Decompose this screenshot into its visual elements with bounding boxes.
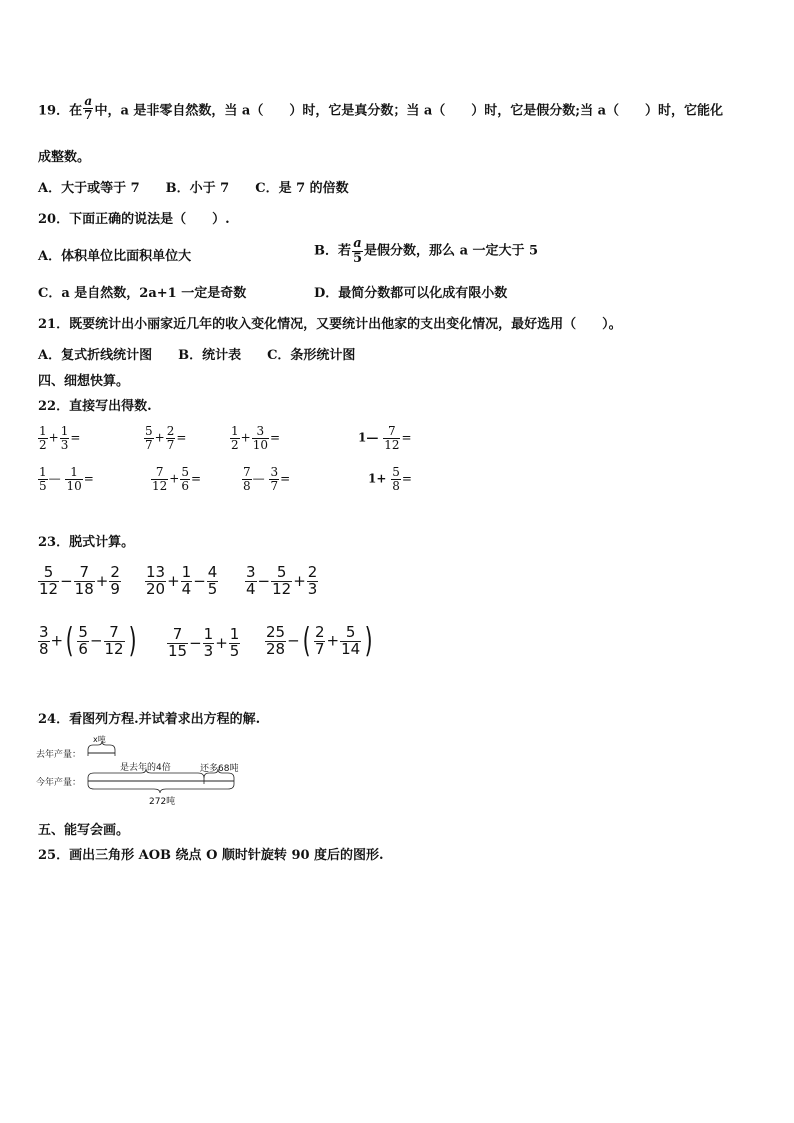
left-paren: (: [65, 621, 74, 661]
operator: +: [293, 571, 306, 590]
fraction: [252, 425, 269, 451]
frac-num: 2: [110, 563, 120, 581]
frac-num: 7: [79, 563, 89, 581]
section-5-title: 五、能写会画。: [38, 823, 130, 838]
q22-expr-2: [143, 425, 186, 451]
frac-den: 4: [181, 579, 192, 598]
fraction: [60, 425, 70, 451]
equals: =: [190, 471, 202, 486]
frac-num: 1: [39, 424, 47, 438]
frac-num: 3: [39, 622, 49, 641]
label-total: 272吨: [149, 797, 176, 807]
fraction: [265, 622, 286, 658]
operator: +: [240, 430, 251, 445]
frac-den: 12: [384, 437, 400, 452]
q22-expr-1: [37, 425, 80, 451]
frac-num: 7: [172, 625, 183, 643]
q23-expr-1: [37, 565, 122, 598]
q20-optb-fraction: [352, 237, 363, 265]
frac-den: 12: [272, 579, 292, 598]
frac-den: 7: [166, 437, 175, 452]
frac-num: 5: [145, 424, 153, 438]
q22-expr-8: [368, 466, 412, 492]
operator: −: [193, 571, 206, 590]
frac-den: 15: [168, 641, 188, 660]
frac-den: 9: [110, 579, 120, 598]
fraction: [74, 565, 95, 598]
label-x: x吨: [93, 735, 106, 744]
frac-num: 3: [270, 465, 279, 479]
frac-num: 7: [155, 465, 164, 479]
fraction: [203, 627, 215, 660]
frac-den: 5: [229, 641, 240, 660]
frac-den: 7: [145, 437, 153, 452]
q25-stem: 25．画出三角形 AOB 绕点 O 顺时针旋转 90 度后的图形.: [38, 848, 384, 863]
q19-fraction: [83, 95, 93, 121]
fraction: [314, 622, 326, 658]
q19-frac-den: 7: [84, 107, 93, 122]
fraction: [391, 466, 401, 492]
operator: —: [48, 471, 61, 486]
fraction: [269, 466, 279, 492]
frac-num: 2: [314, 622, 325, 641]
q19-prefix: 19．在: [38, 103, 83, 119]
q22-stem: 22．直接写出得数.: [38, 399, 152, 414]
fraction: [383, 425, 400, 451]
fraction: [144, 425, 154, 451]
fraction: [271, 565, 292, 598]
q19-text2: 成整数。: [38, 150, 91, 165]
fraction: [38, 565, 59, 598]
operator: —: [252, 471, 265, 486]
frac-num: 3: [256, 424, 265, 438]
frac-den: 7: [314, 639, 325, 658]
equals: =: [280, 471, 291, 486]
q19-options: A．大于或等于 7 B．小于 7 C．是 7 的倍数: [38, 181, 349, 196]
operator: −: [287, 631, 300, 650]
frac-den: 5: [39, 478, 47, 493]
frac-den: 6: [78, 639, 88, 658]
frac-den: 12: [39, 579, 59, 598]
equals: =: [269, 430, 281, 445]
fraction: [77, 622, 89, 658]
right-paren: ): [364, 621, 373, 661]
fraction: [104, 622, 125, 658]
label-four-times: 是去年的4倍: [120, 763, 171, 773]
fraction: [38, 425, 48, 451]
q24-diagram: [36, 736, 246, 806]
operator: −: [89, 631, 103, 650]
q22-expr-6: [150, 466, 201, 492]
q19-frac-num: a: [84, 94, 93, 108]
operator: −: [189, 633, 202, 652]
fraction: [38, 622, 50, 658]
equals: =: [401, 430, 412, 445]
frac-den: 10: [66, 478, 82, 493]
q20-optb-post: 是假分数，那么 a 一定大于 5: [364, 243, 539, 259]
operator: +: [215, 633, 228, 652]
fraction: [245, 565, 257, 598]
equals: =: [176, 430, 187, 445]
fraction: [38, 466, 48, 492]
q22-expr-4: [358, 425, 412, 451]
frac-num: 7: [388, 424, 396, 438]
equals: =: [70, 430, 81, 445]
frac-den: 3: [60, 437, 69, 452]
operand: 1—: [358, 430, 379, 445]
q22-expr-5: [37, 466, 94, 492]
fraction: [230, 425, 240, 451]
fraction: [181, 565, 193, 598]
frac-den: 12: [104, 639, 124, 658]
frac-den: 28: [266, 639, 286, 658]
label-68: 还多68吨: [200, 764, 239, 774]
q20-optb-den: 5: [353, 250, 363, 266]
operator: +: [167, 571, 180, 590]
q23-expr-3: [244, 565, 319, 598]
label-last-year: 去年产量：: [36, 750, 82, 760]
frac-den: 8: [243, 478, 251, 493]
brace-total: [88, 784, 234, 793]
q20-option-a: A．体积单位比面积单位大: [38, 249, 192, 264]
frac-num: 1: [229, 625, 240, 643]
fraction: [180, 466, 190, 492]
frac-den: 5: [207, 579, 218, 598]
label-this-year: 今年产量：: [36, 778, 82, 788]
frac-num: 1: [203, 625, 214, 643]
frac-den: 4: [246, 579, 256, 598]
q21-stem: 21．既要统计出小丽家近几年的收入变化情况，又要统计出他家的支出变化情况，最好选用（ ）。: [38, 317, 622, 332]
q23-stem: 23．脱式计算。: [38, 535, 135, 550]
q22-expr-3: [229, 425, 280, 451]
frac-den: 2: [39, 437, 47, 452]
right-paren: ): [128, 621, 137, 661]
q23-expr-6: [264, 621, 375, 661]
fraction: [166, 425, 176, 451]
frac-num: 1: [39, 465, 47, 479]
frac-den: 6: [181, 478, 189, 493]
frac-den: 7: [270, 478, 279, 493]
frac-num: 13: [146, 563, 166, 581]
fraction: [307, 565, 319, 598]
equals: =: [401, 471, 412, 486]
fraction: [109, 565, 121, 598]
q24-stem: 24．看图列方程.并试着求出方程的解.: [38, 712, 261, 727]
operator: +: [169, 471, 180, 486]
frac-num: 2: [307, 563, 318, 581]
q20-option-d: D．最简分数都可以化成有限小数: [314, 286, 508, 301]
q23-expr-4: [37, 621, 139, 661]
q23-expr-2: [144, 565, 219, 598]
frac-num: 5: [78, 622, 88, 641]
operator: +: [326, 631, 340, 650]
frac-num: 1: [70, 465, 78, 479]
fraction: [242, 466, 252, 492]
frac-den: 10: [252, 437, 268, 452]
frac-num: 1: [60, 424, 69, 438]
q23-expr-5: [166, 627, 241, 660]
frac-num: 2: [166, 424, 175, 438]
operator: +: [50, 631, 64, 650]
frac-num: 5: [181, 465, 189, 479]
fraction: [151, 466, 168, 492]
frac-den: 12: [152, 478, 168, 493]
q19-line1: [38, 95, 723, 121]
frac-den: 20: [146, 579, 166, 598]
frac-den: 14: [341, 639, 361, 658]
q20-option-c: C．a 是自然数，2a+1 一定是奇数: [38, 286, 247, 301]
frac-den: 3: [307, 579, 318, 598]
q20-optb-num: a: [353, 236, 362, 251]
fraction: [145, 565, 166, 598]
frac-num: 4: [207, 563, 218, 581]
fraction: [229, 627, 241, 660]
equals: =: [83, 471, 94, 486]
frac-num: 1: [231, 424, 239, 438]
frac-den: 8: [392, 478, 400, 493]
fraction: [207, 565, 219, 598]
q20-optb-pre: B．若: [314, 243, 351, 259]
frac-num: 25: [266, 622, 286, 641]
fraction: [167, 627, 188, 660]
section-4-title: 四、细想快算。: [38, 374, 130, 389]
operator: +: [154, 430, 165, 445]
frac-num: 1: [181, 563, 192, 581]
frac-num: 5: [43, 563, 54, 581]
q19-text: 中，a 是非零自然数，当 a（ ）时，它是真分数；当 a（ ）时，它是假分数;当 a（ ）时，它能化: [94, 103, 724, 119]
fraction: [340, 622, 361, 658]
frac-num: 7: [243, 465, 251, 479]
operator: −: [60, 571, 73, 590]
fraction: [65, 466, 82, 492]
operator: +: [48, 430, 59, 445]
frac-num: 5: [276, 563, 287, 581]
q22-expr-7: [241, 466, 290, 492]
frac-den: 3: [203, 641, 214, 660]
frac-num: 5: [392, 465, 400, 479]
operator: −: [257, 571, 271, 590]
operand: 1+: [368, 471, 387, 486]
frac-num: 7: [109, 622, 119, 641]
q20-option-b: [314, 237, 538, 265]
q20-stem: 20．下面正确的说法是（ ）.: [38, 212, 230, 227]
frac-den: 18: [74, 579, 94, 598]
frac-den: 8: [39, 639, 49, 658]
frac-num: 5: [345, 622, 356, 641]
frac-den: 2: [231, 437, 239, 452]
q21-options: A．复式折线统计图 B．统计表 C．条形统计图: [38, 348, 356, 363]
left-paren: (: [302, 621, 311, 661]
operator: +: [95, 571, 109, 590]
frac-num: 3: [246, 563, 256, 581]
